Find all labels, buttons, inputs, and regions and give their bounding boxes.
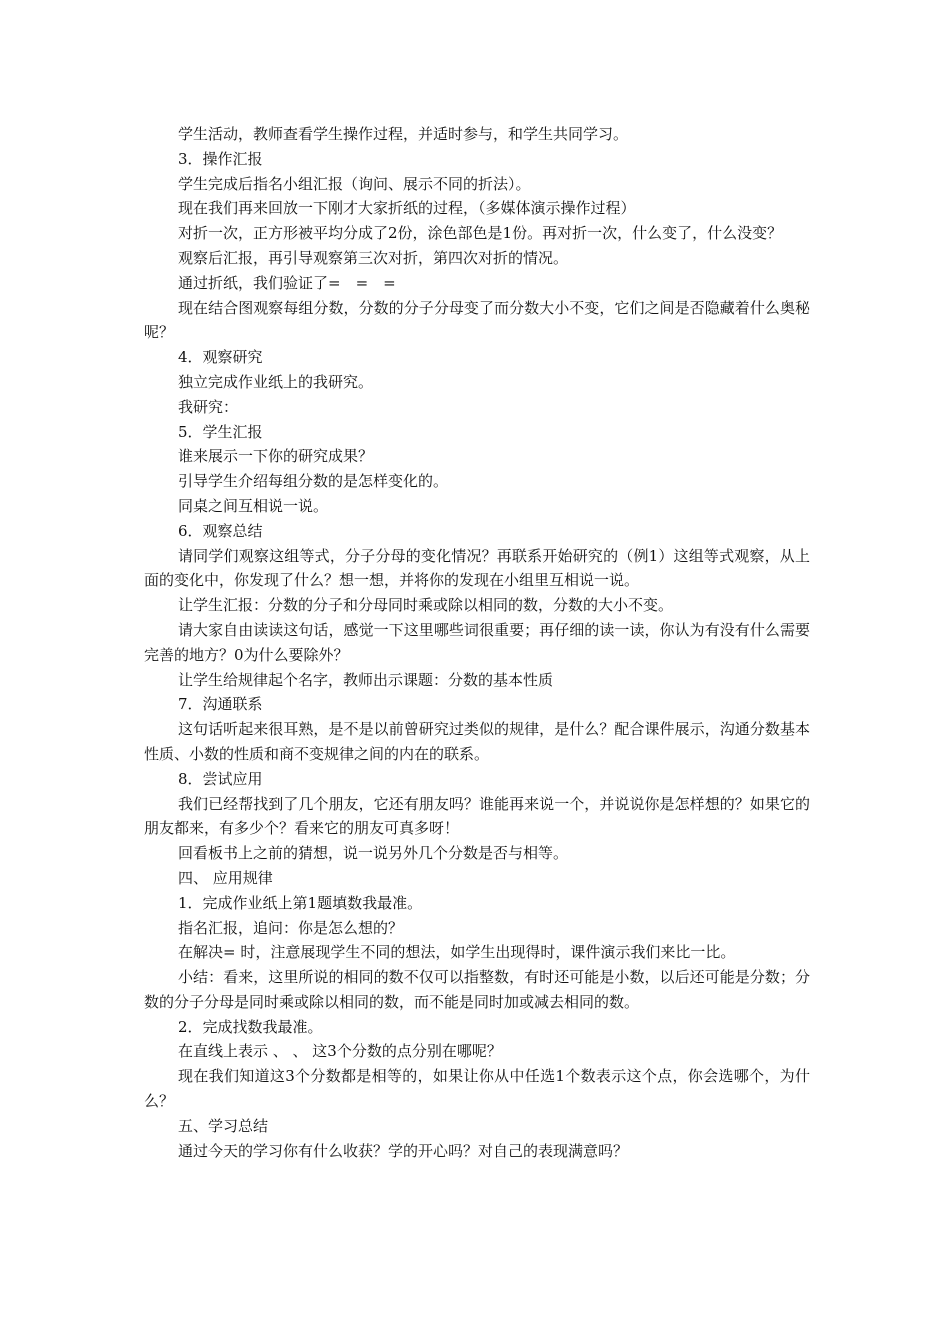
paragraph: 在解决= 时，注意展现学生不同的想法，如学生出现得时，课件演示我们来比一比。 (178, 943, 736, 962)
paragraph: 现在我们再来回放一下刚才大家折纸的过程，（多媒体演示操作过程） (178, 199, 636, 218)
paragraph: 通过今天的学习你有什么收获？学的开心吗？对自己的表现满意吗？ (178, 1141, 629, 1160)
paragraph: 谁来展示一下你的研究成果？ (178, 447, 374, 466)
paragraph: 这句话听起来很耳熟，是不是以前曾研究过类似的规律，是什么？配合课件展示，沟通分数基本性质、小数的性质和商不变规律之间的内在的联系。 (144, 720, 810, 763)
paragraph: 现在我们知道这3个分数都是相等的，如果让你从中任选1个数表示这个点，你会选哪个，为什么？ (144, 1067, 810, 1111)
paragraph: 对折一次，正方形被平均分成了2份，涂色部色是1份。再对折一次，什么变了，什么没变？ (178, 224, 783, 243)
paragraph: 独立完成作业纸上的我研究。 (178, 372, 374, 391)
paragraph: 四、 应用规律 (178, 868, 273, 887)
paragraph: 4．观察研究 (178, 348, 263, 367)
paragraph: 五、学习总结 (178, 1116, 269, 1135)
paragraph: 5．学生汇报 (178, 422, 263, 441)
paragraph: 现在结合图观察每组分数，分数的分子分母变了而分数大小不变，它们之间是否隐藏着什么奥秘呢？ (144, 298, 810, 342)
paragraph: 请同学们观察这组等式，分子分母的变化情况？再联系开始研究的（例1）这组等式观察，从上面的变化中，你发现了什么？想一想，并将你的发现在小组里互相说一说。 (144, 546, 810, 590)
paragraph: 2．完成找数我最准。 (178, 1017, 323, 1036)
paragraph: 学生完成后指名小组汇报（询问、展示不同的折法）。 (178, 174, 531, 193)
paragraph: 通过折纸，我们验证了= = = (178, 273, 396, 292)
paragraph: 1．完成作业纸上第1题填数我最准。 (178, 893, 423, 912)
paragraph: 同桌之间互相说一说。 (178, 496, 329, 515)
paragraph: 6．观察总结 (178, 521, 263, 540)
paragraph: 我研究： (178, 397, 239, 416)
paragraph: 让学生给规律起个名字，教师出示课题：分数的基本性质 (178, 670, 554, 689)
paragraph: 小结：看来，这里所说的相同的数不仅可以指整数，有时还可能是小数，以后还可能是分数；分数的分子分母是同时乘或除以相同的数，而不能是同时加或减去相同的数。 (144, 968, 810, 1011)
paragraph: 让学生汇报：分数的分子和分母同时乘或除以相同的数，分数的大小不变。 (178, 596, 674, 615)
paragraph: 指名汇报，追问：你是怎么想的？ (178, 918, 404, 937)
paragraph: 回看板书上之前的猜想，说一说另外几个分数是否与相等。 (178, 844, 569, 863)
paragraph: 在直线上表示 、 、 这3个分数的点分别在哪呢？ (178, 1042, 502, 1061)
paragraph: 我们已经帮找到了几个朋友，它还有朋友吗？谁能再来说一个，并说说你是怎样想的？如果它的朋友都来，有多少个？看来它的朋友可真多呀！ (144, 794, 810, 838)
paragraph: 3．操作汇报 (178, 149, 263, 168)
paragraph: 引导学生介绍每组分数的是怎样变化的。 (178, 472, 449, 491)
paragraph: 8．尝试应用 (178, 769, 263, 788)
paragraph: 观察后汇报，再引导观察第三次对折，第四次对折的情况。 (178, 248, 569, 267)
document-page (144, 122, 810, 1163)
paragraph: 请大家自由读读这句话，感觉一下这里哪些词很重要；再仔细的读一读，你认为有没有什么需要完善的地方？0为什么要除外？ (144, 620, 810, 664)
paragraph: 学生活动，教师查看学生操作过程，并适时参与，和学生共同学习。 (178, 125, 629, 143)
paragraph: 7．沟通联系 (178, 695, 263, 714)
